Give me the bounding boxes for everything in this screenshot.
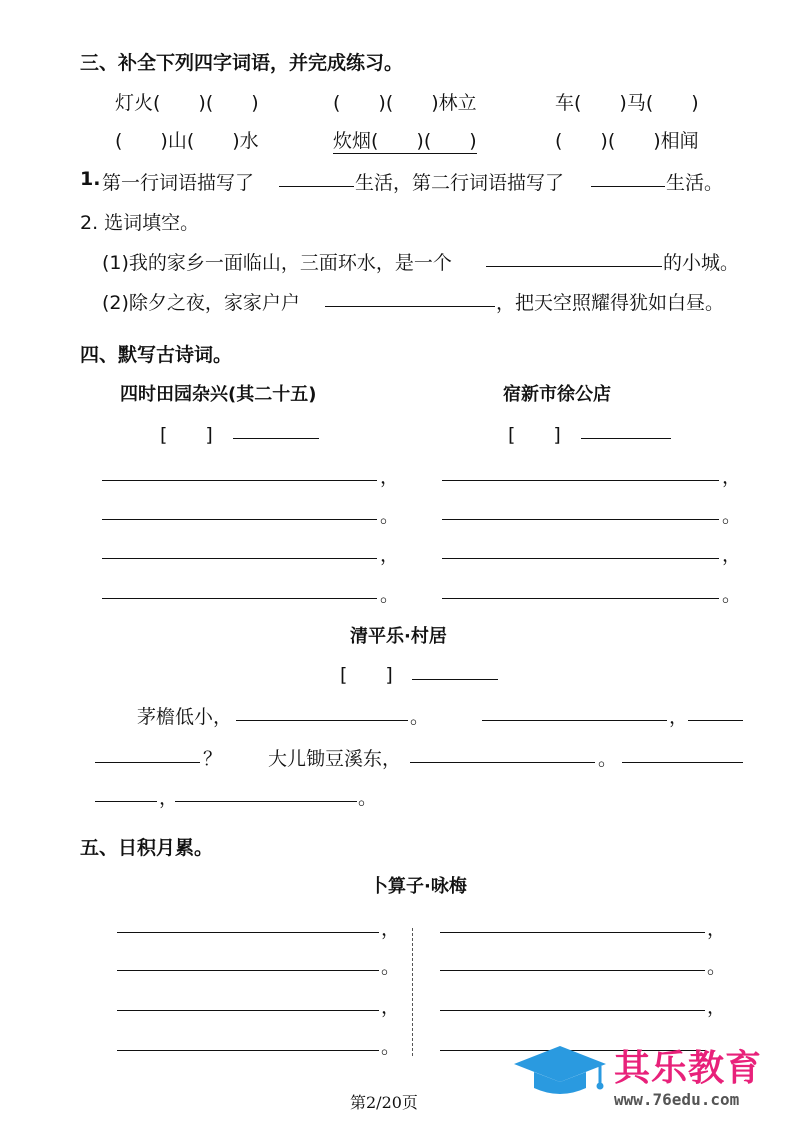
section3-heading: 三、补全下列四字词语，并完成练习。 [80, 52, 404, 74]
poem4-right-line-3[interactable] [440, 1010, 705, 1011]
q2-s1-text-b: 的小城。 [663, 252, 740, 274]
poem4-left-line-3[interactable] [117, 1010, 379, 1011]
brand-logo [512, 1040, 784, 1115]
poem3-blank-3b[interactable] [95, 762, 200, 763]
q1-text-b: 生活，第二行词语描写了 [355, 172, 565, 194]
poem2-line-4[interactable] [442, 598, 719, 599]
poem3-comma-1: ， [669, 706, 689, 728]
poem1-period-1: 。 [380, 505, 400, 527]
poem2-comma-1: ， [722, 466, 742, 488]
poem3-blank-1[interactable] [236, 720, 408, 721]
poem4-left-line-1[interactable] [117, 932, 379, 933]
graduation-cap-icon [512, 1042, 612, 1102]
idiom-1-3: 车( )马( ) [555, 92, 699, 114]
logo-url: www.76edu.com [614, 1090, 740, 1109]
q1-number: 1. [80, 168, 101, 190]
page-number: 第2/20页 [350, 1093, 418, 1112]
q1-text-c: 生活。 [666, 172, 724, 194]
poem4-left-line-2[interactable] [117, 970, 379, 971]
poem4-right-line-2[interactable] [440, 970, 705, 971]
poem4-left-comma-2: ， [381, 996, 401, 1018]
poem4-left-period-1: 。 [381, 956, 401, 978]
dashed-divider [412, 928, 413, 1056]
poem1-line-3[interactable] [102, 558, 377, 559]
poem3-blank-3a[interactable] [688, 720, 743, 721]
poem1-period-2: 。 [380, 584, 400, 606]
q2-label: 2. 选词填空。 [80, 212, 200, 234]
poem4-right-comma-2: ， [707, 996, 727, 1018]
q1-blank-2[interactable] [591, 186, 665, 187]
q1-text-a: 第一行词语描写了 [102, 172, 255, 194]
poem3-author-blank[interactable] [412, 679, 498, 680]
idiom-1-2: ( )( )林立 [333, 92, 477, 114]
poem3-title: 清平乐·村居 [350, 626, 447, 647]
poem2-line-3[interactable] [442, 558, 719, 559]
logo-name: 其乐教育 [614, 1048, 763, 1089]
poem1-title: 四时田园杂兴(其二十五) [120, 384, 317, 405]
poem2-line-1[interactable] [442, 480, 719, 481]
idiom-1-1: 灯火( )( ) [115, 92, 259, 114]
poem2-line-2[interactable] [442, 519, 719, 520]
poem1-author-blank[interactable] [233, 438, 319, 439]
q2-s1-text-a: (1)我的家乡一面临山，三面环水，是一个 [102, 252, 452, 274]
poem2-period-2: 。 [722, 584, 742, 606]
poem3-line1-text: 茅檐低小， [137, 706, 233, 728]
poem1-dynasty-bracket: [ ] [160, 424, 213, 446]
section4-heading: 四、默写古诗词。 [80, 344, 233, 366]
poem2-period-1: 。 [722, 505, 742, 527]
poem4-left-comma-1: ， [381, 918, 401, 940]
poem2-dynasty-bracket: [ ] [508, 424, 561, 446]
poem1-line-1[interactable] [102, 480, 377, 481]
poem3-blank-6[interactable] [175, 801, 357, 802]
idiom-2-1: ( )山( )水 [115, 130, 259, 152]
poem2-author-blank[interactable] [581, 438, 671, 439]
idiom-2-3: ( )( )相闻 [555, 130, 699, 152]
poem2-comma-2: ， [722, 544, 742, 566]
poem4-right-line-1[interactable] [440, 932, 705, 933]
poem3-question: ？ [203, 748, 223, 770]
section5-heading: 五、日积月累。 [80, 837, 214, 859]
poem4-left-line-4[interactable] [117, 1050, 379, 1051]
q2-s2-text-a: (2)除夕之夜，家家户户 [102, 292, 300, 314]
poem3-period-2: 。 [598, 748, 618, 770]
poem3-period-1: 。 [410, 706, 430, 728]
poem3-line2-text: 大儿锄豆溪东， [268, 748, 402, 770]
poem4-right-comma-1: ， [707, 918, 727, 940]
poem1-comma-2: ， [380, 544, 400, 566]
idiom-2-2: 炊烟( )( ) [333, 126, 477, 154]
poem3-blank-4[interactable] [410, 762, 595, 763]
poem3-blank-2[interactable] [482, 720, 667, 721]
q2-s2-text-b: ，把天空照耀得犹如白昼。 [496, 292, 725, 314]
poem1-line-2[interactable] [102, 519, 377, 520]
poem4-right-period-1: 。 [707, 956, 727, 978]
q2-s2-blank[interactable] [325, 306, 495, 307]
poem3-blank-5a[interactable] [622, 762, 743, 763]
q1-blank-1[interactable] [279, 186, 354, 187]
poem3-dynasty-bracket: [ ] [340, 664, 393, 686]
poem1-comma-1: ， [380, 466, 400, 488]
poem3-period-3: 。 [358, 787, 378, 809]
poem4-title: 卜算子·咏梅 [370, 876, 467, 897]
poem2-title: 宿新市徐公店 [503, 384, 611, 405]
q2-s1-blank[interactable] [486, 266, 662, 267]
poem1-line-4[interactable] [102, 598, 377, 599]
poem3-blank-5b[interactable] [95, 801, 157, 802]
poem3-comma-2: ， [159, 787, 179, 809]
poem4-left-period-2: 。 [381, 1036, 401, 1058]
